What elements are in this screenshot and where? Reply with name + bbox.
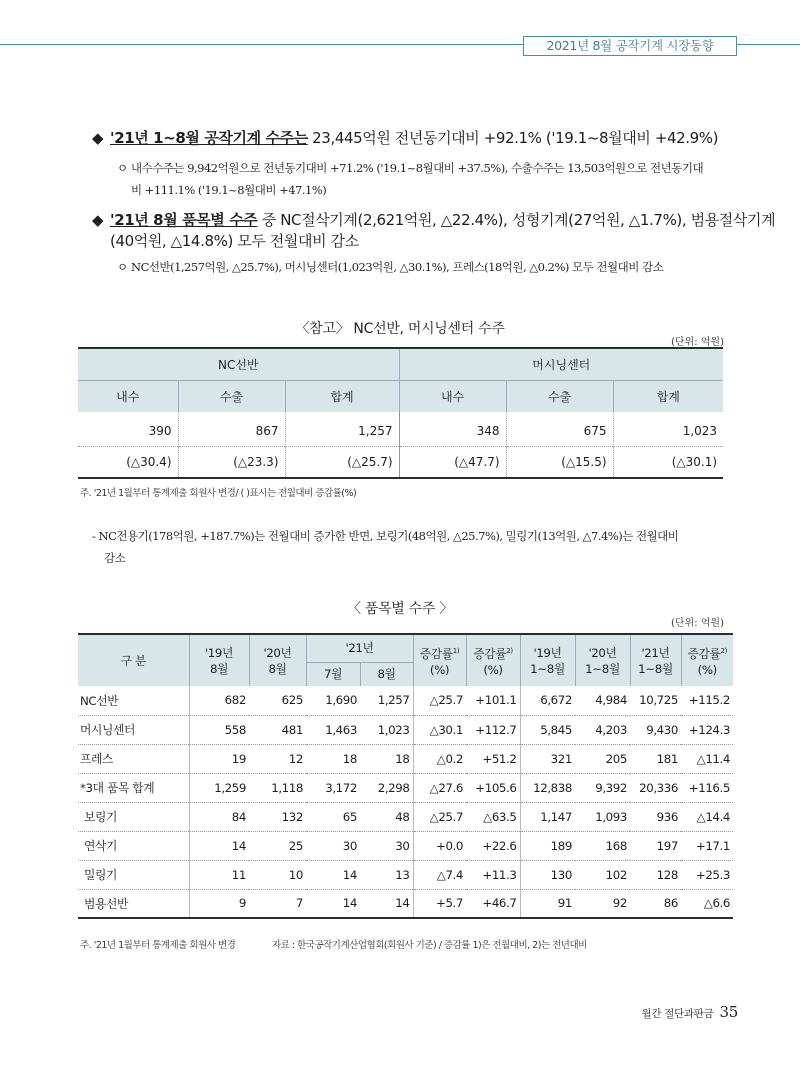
table-row — [78, 773, 733, 802]
value-cell: 625 — [249, 686, 306, 715]
value-cell: 92 — [575, 889, 630, 918]
magazine-name: 월간 절단과판금 — [641, 1008, 714, 1020]
value-cell: +105.6 — [466, 773, 520, 802]
table2-note: 주. '21년 1월부터 통계제출 회원사 변경 — [80, 940, 236, 951]
row-label: 범용선반 — [78, 889, 189, 918]
value-cell: 189 — [520, 831, 575, 860]
change-cell: (△30.1) — [613, 446, 723, 478]
table2-unit: (단위: 억원) — [671, 618, 724, 629]
value-cell: +22.6 — [466, 831, 520, 860]
value-cell: 10,725 — [630, 686, 681, 715]
value-cell: 13 — [360, 860, 413, 889]
col-header: 수출 — [506, 380, 613, 412]
value-cell: 20,336 — [630, 773, 681, 802]
table1-note: 주. '21년 1월부터 통계제출 회원사 변경/ ( )표시는 전월대비 증감률(%) — [80, 488, 357, 499]
page-footer — [642, 1003, 738, 1021]
table2-source: 자료 : 한국공작기계산업협회(회원사 기준) / 증감률 1)은 전월대비, 2)는 전년대비 — [272, 940, 587, 951]
header-rate-ytd: 증감률$^{2)}$ (%) — [681, 634, 733, 686]
value-cell: 102 — [575, 860, 630, 889]
value-cell: +0.0 — [413, 831, 466, 860]
value-cell: △63.5 — [466, 802, 520, 831]
value-cell: +112.7 — [466, 715, 520, 744]
value-cell: 481 — [249, 715, 306, 744]
row-label: *3대 품목 합계 — [78, 773, 189, 802]
bullet-heading: '21년 1~8월 공작기계 수주는 — [110, 129, 308, 147]
header-19-aug: '19년 8월 — [189, 634, 249, 686]
value-cell: △11.4 — [681, 744, 733, 773]
change-cell: (△30.4) — [78, 446, 178, 478]
value-cell: +25.3 — [681, 860, 733, 889]
value-cell: 9,430 — [630, 715, 681, 744]
value-cell: +116.5 — [681, 773, 733, 802]
header-rate-yoy: 증감률$^{2)}$ (%) — [466, 634, 520, 686]
value-cell: 1,093 — [575, 802, 630, 831]
value-cell: 11 — [189, 860, 249, 889]
bullet-ytd-orders — [92, 128, 718, 148]
table1-unit: (단위: 억원) — [671, 337, 724, 348]
col-header: 합계 — [613, 380, 723, 412]
value-cell: 558 — [189, 715, 249, 744]
value-cell: 181 — [630, 744, 681, 773]
circle-bullet-icon: ㅇ — [117, 161, 128, 175]
dash-paragraph-continuation: 감소 — [104, 551, 126, 565]
value-cell: 14 — [306, 889, 360, 918]
value-cell: 1,463 — [306, 715, 360, 744]
col-header: 합계 — [285, 380, 399, 412]
value-cell: 12,838 — [520, 773, 575, 802]
value-cell: △7.4 — [413, 860, 466, 889]
value-cell: 1,257 — [360, 686, 413, 715]
table1-title: 〈참고〉 NC선반, 머시닝센터 수주 — [295, 321, 505, 337]
value-cell: 14 — [189, 831, 249, 860]
table-row — [78, 831, 733, 860]
header-20-ytd: '20년 1~8월 — [575, 634, 630, 686]
value-cell: 1,023 — [613, 412, 723, 446]
table-row — [78, 802, 733, 831]
value-cell: 1,690 — [306, 686, 360, 715]
group-header-nc-lathe: NC선반 — [78, 348, 399, 380]
value-cell: 3,172 — [306, 773, 360, 802]
table-row — [78, 744, 733, 773]
sub-bullet-domestic-export — [117, 157, 703, 179]
table2-title: 〈 품목별 수주 〉 — [347, 601, 453, 617]
value-cell: 12 — [249, 744, 306, 773]
row-label: 밀링기 — [78, 860, 189, 889]
value-cell: 7 — [249, 889, 306, 918]
sub-bullet-text: 내수수주는 9,942억원으로 전년동기대비 +71.2% ('19.1~8월대비 +37.5%), 수출수주는 13,503억원으로 전년동기대 — [131, 161, 704, 175]
value-cell: 4,203 — [575, 715, 630, 744]
value-cell: 867 — [178, 412, 285, 446]
col-header: 내수 — [78, 380, 178, 412]
value-cell: 84 — [189, 802, 249, 831]
bullet-continuation: (40억원, △14.8%) 모두 전월대비 감소 — [110, 232, 359, 250]
row-label: NC선반 — [78, 686, 189, 715]
sub-bullet-text: NC선반(1,257억원, △25.7%), 머시닝센터(1,023억원, △30.1%), 프레스(18억원, △0.2%) 모두 전월대비 감소 — [131, 260, 664, 274]
header-21-aug: 8월 — [360, 662, 413, 686]
value-cell: 65 — [306, 802, 360, 831]
row-label: 연삭기 — [78, 831, 189, 860]
col-header: 수출 — [178, 380, 285, 412]
header-21-ytd: '21년 1~8월 — [630, 634, 681, 686]
circle-bullet-icon: ㅇ — [117, 260, 128, 274]
diamond-bullet-icon: ◆ — [92, 129, 104, 147]
value-cell: 5,845 — [520, 715, 575, 744]
value-cell: 9 — [189, 889, 249, 918]
value-cell: △25.7 — [413, 802, 466, 831]
value-cell: 128 — [630, 860, 681, 889]
table-row — [78, 860, 733, 889]
value-cell: 1,259 — [189, 773, 249, 802]
change-cell: (△47.7) — [399, 446, 506, 478]
row-label: 머시닝센터 — [78, 715, 189, 744]
row-label: 보링기 — [78, 802, 189, 831]
value-cell: △25.7 — [413, 686, 466, 715]
bullet-text: 중 NC절삭기계(2,621억원, △22.4%), 성형기계(27억원, △1.7%), 범용절삭기계 — [257, 211, 776, 229]
value-cell: 18 — [360, 744, 413, 773]
bullet-text: 23,445억원 전년동기대비 +92.1% ('19.1~8월대비 +42.9%) — [307, 129, 719, 147]
value-cell: 205 — [575, 744, 630, 773]
value-cell: 132 — [249, 802, 306, 831]
value-cell: 25 — [249, 831, 306, 860]
value-cell: 1,023 — [360, 715, 413, 744]
value-cell: 2,298 — [360, 773, 413, 802]
value-cell: +115.2 — [681, 686, 733, 715]
value-cell: 130 — [520, 860, 575, 889]
header-rate-mom: 증감률$^{1)}$ (%) — [413, 634, 466, 686]
header-21: '21년 — [306, 634, 413, 662]
value-cell: +17.1 — [681, 831, 733, 860]
value-cell: 1,118 — [249, 773, 306, 802]
header-21-jul: 7월 — [306, 662, 360, 686]
value-cell: 14 — [360, 889, 413, 918]
value-cell: 48 — [360, 802, 413, 831]
item-orders-table — [78, 633, 733, 919]
value-cell: △30.1 — [413, 715, 466, 744]
value-cell: 14 — [306, 860, 360, 889]
sub-bullet-continuation: 비 +111.1% ('19.1~8월대비 +47.1%) — [131, 183, 327, 197]
value-cell: +51.2 — [466, 744, 520, 773]
value-cell: 1,257 — [285, 412, 399, 446]
page-number: 35 — [719, 1003, 738, 1021]
table-row — [78, 889, 733, 918]
value-cell: 10 — [249, 860, 306, 889]
value-cell: △27.6 — [413, 773, 466, 802]
diamond-bullet-icon: ◆ — [92, 211, 104, 229]
group-header-machining-center: 머시닝센터 — [399, 348, 723, 380]
row-label: 프레스 — [78, 744, 189, 773]
bullet-monthly-items — [92, 210, 775, 230]
value-cell: 6,672 — [520, 686, 575, 715]
value-cell: 91 — [520, 889, 575, 918]
value-cell: 4,984 — [575, 686, 630, 715]
value-cell: +124.3 — [681, 715, 733, 744]
value-cell: +5.7 — [413, 889, 466, 918]
value-cell: 30 — [360, 831, 413, 860]
value-cell: 86 — [630, 889, 681, 918]
value-cell: △14.4 — [681, 802, 733, 831]
change-cell: (△25.7) — [285, 446, 399, 478]
value-cell: 675 — [506, 412, 613, 446]
value-cell: 390 — [148, 423, 172, 438]
value-cell: △0.2 — [413, 744, 466, 773]
dash-paragraph: - NC전용기(178억원, +187.7%)는 전월대비 증가한 반면, 보링기(48억원, △25.7%), 밀링기(13억원, △7.4%)는 전월대비 — [92, 529, 679, 543]
bullet-heading: '21년 8월 품목별 수주 — [110, 211, 258, 229]
header-19-ytd: '19년 1~8월 — [520, 634, 575, 686]
header-category: 구 분 — [78, 634, 189, 686]
value-cell: 682 — [189, 686, 249, 715]
value-cell: 19 — [189, 744, 249, 773]
value-cell: 936 — [630, 802, 681, 831]
value-cell: +46.7 — [466, 889, 520, 918]
value-cell: 18 — [306, 744, 360, 773]
value-cell: △6.6 — [681, 889, 733, 918]
sub-bullet-nc-lathe — [117, 256, 663, 278]
nc-machining-orders-table — [78, 347, 723, 479]
col-header: 내수 — [399, 380, 506, 412]
value-cell: +11.3 — [466, 860, 520, 889]
value-cell: 30 — [306, 831, 360, 860]
header-20-aug: '20년 8월 — [249, 634, 306, 686]
change-cell: (△23.3) — [178, 446, 285, 478]
value-cell: 197 — [630, 831, 681, 860]
value-cell: 348 — [399, 412, 506, 446]
table-row — [78, 715, 733, 744]
value-cell: 168 — [575, 831, 630, 860]
value-cell: +101.1 — [466, 686, 520, 715]
section-header: 2021년 8월 공작기계 시장동향 — [523, 36, 737, 56]
table-row — [78, 686, 733, 715]
value-cell: 9,392 — [575, 773, 630, 802]
value-cell: 321 — [520, 744, 575, 773]
change-cell: (△15.5) — [506, 446, 613, 478]
value-cell: 1,147 — [520, 802, 575, 831]
